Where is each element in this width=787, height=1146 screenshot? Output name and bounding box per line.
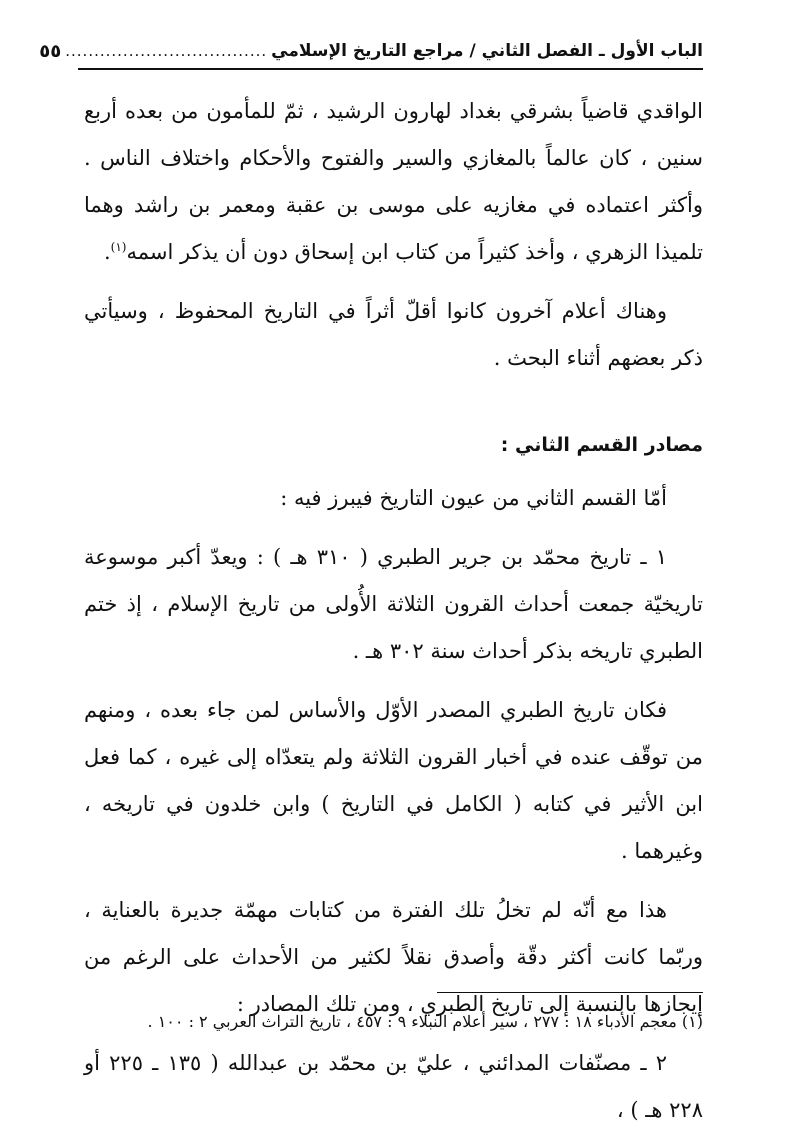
paragraph-others: وهناك أعلام آخرون كانوا أقلّ أثراً في التاريخ المحفوظ ، وسيأتي ذكر بعضهم أثناء البحث . — [84, 299, 703, 370]
paragraph-waqidi-text: الواقدي قاضياً بشرقي بغداد لهارون الرشيد ، ثمّ للمأمون من بعده أربع سنين ، كان عالماً بالمغازي والسير والفتوح والأحكام واختلاف الناس . وأكثر اعتماده في مغازيه على موسى بن عقبة ومعمر بن راشد وهما تلميذا الزهري ، وأخذ كثيراً من كتاب ابن إسحاق دون أن يذكر اسمه — [84, 99, 703, 264]
chapter-title: الباب الأول ـ الفصل الثاني / مراجع التاريخ الإسلامي — [271, 41, 703, 61]
paragraph-madaini: ٢ ـ مصنّفات المدائني ، عليّ بن محمّد بن عبدالله ( ١٣٥ ـ ٢٢٥ أو ٢٢٨ هـ ) ، — [84, 1051, 703, 1122]
section-heading: مصادر القسم الثاني : — [500, 434, 703, 456]
paragraph-period: هذا مع أنّه لم تخلُ تلك الفترة من كتابات مهمّة جديرة بالعناية ، وربّما كانت أكثر دقّة وأصدق نقلاً لكثير من الأحداث على الرغم من إيجازها بالنسبة إلى تاريخ الطبري ، ومن تلك المصادر : — [84, 898, 703, 1016]
paragraph-tabari: ١ ـ تاريخ محمّد بن جرير الطبري ( ٣١٠ هـ ) : ويعدّ أكبر موسوعة تاريخيّة جمعت أحداث القرون الثلاثة الأُولى من تاريخ الإسلام ، إذ ختم الطبري تاريخه بذكر أحداث سنة ٣٠٢ هـ . — [84, 545, 703, 663]
page-body — [84, 88, 703, 1146]
leader-dots: ................................... — [65, 42, 268, 60]
paragraph-waqidi — [84, 88, 703, 276]
footnote-ref: (١) — [110, 240, 127, 254]
paragraph-tabari-influence: فكان تاريخ الطبري المصدر الأوّل والأساس لمن جاء بعده ، ومنهم من توقّف عنده في أخبار القرون الثلاثة ولم يتعدّاه إلى غيره ، كما فعل ابن الأثير في كتابه ( الكامل في التاريخ ) وابن خلدون في تاريخه ، وغيرهما . — [84, 698, 703, 863]
footnote: (١) معجم الأدباء ١٨ : ٢٧٧ ، سير أعلام النبلاء ٩ : ٤٥٧ ، تاريخ التراث العربي ٢ : ١٠٠ . — [147, 1012, 703, 1031]
footnote-divider — [437, 992, 703, 993]
paragraph-intro: أمّا القسم الثاني من عيون التاريخ فيبرز فيه : — [280, 486, 667, 510]
running-header — [39, 34, 703, 70]
page-number: ٥٥ — [39, 40, 62, 62]
closing-period: . — [103, 240, 111, 264]
